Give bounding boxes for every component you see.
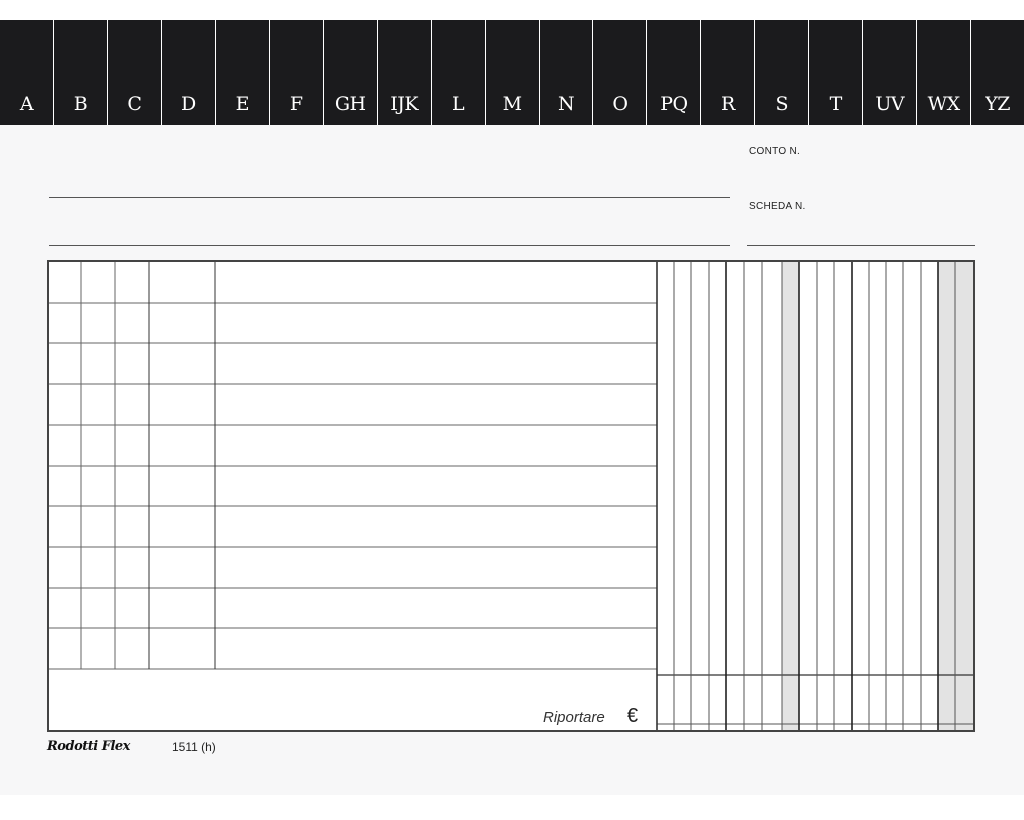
tab-label: M [502, 93, 522, 115]
tab-label: F [289, 93, 303, 115]
shaded-column [782, 262, 799, 730]
tab-label: IJK [390, 93, 419, 115]
tab-label: O [612, 93, 628, 115]
shaded-column [955, 262, 973, 730]
form-code: 1511 (h) [172, 740, 216, 754]
tab-a[interactable] [0, 20, 53, 125]
tab-r[interactable] [700, 20, 754, 125]
tab-s[interactable] [754, 20, 808, 125]
tab-t[interactable] [808, 20, 862, 125]
riportare-label: Riportare [543, 709, 605, 726]
tab-label: N [557, 93, 575, 115]
euro-symbol: € [627, 705, 639, 727]
shaded-column [938, 262, 955, 730]
tab-label: D [180, 93, 196, 115]
tab-pq[interactable] [646, 20, 700, 125]
tab-e[interactable] [215, 20, 269, 125]
tab-label: YZ [985, 93, 1010, 115]
tab-label: L [452, 93, 465, 115]
tab-label: S [775, 93, 789, 115]
scheda-line [747, 245, 975, 246]
tab-c[interactable] [107, 20, 161, 125]
tab-d[interactable] [161, 20, 215, 125]
tab-label: R [720, 93, 735, 115]
tab-label: GH [334, 93, 366, 115]
tab-label: UV [875, 93, 905, 115]
tab-wx[interactable] [916, 20, 970, 125]
tab-label: WX [927, 93, 960, 115]
ledger-grid [47, 260, 975, 732]
tab-uv[interactable] [862, 20, 916, 125]
tab-label: T [829, 93, 842, 115]
ledger-grid-lines [49, 262, 973, 730]
tab-gh[interactable] [323, 20, 377, 125]
tab-label: E [235, 93, 249, 115]
tab-f[interactable] [269, 20, 323, 125]
tab-b[interactable] [53, 20, 107, 125]
tab-n[interactable] [539, 20, 593, 125]
name-line-2 [49, 245, 730, 246]
conto-label: CONTO N. [749, 146, 801, 157]
tab-label: C [127, 93, 142, 115]
scheda-label: SCHEDA N. [749, 201, 806, 212]
tab-ijk[interactable] [377, 20, 431, 125]
name-line-1 [49, 197, 730, 198]
brand-logo: Rodotti Flex [47, 739, 130, 754]
alphabet-index-tabs [0, 20, 1024, 125]
tab-yz[interactable] [970, 20, 1024, 125]
tab-o[interactable] [592, 20, 646, 125]
tab-m[interactable] [485, 20, 539, 125]
tab-label: A [19, 93, 34, 115]
tab-label: PQ [660, 93, 688, 115]
tab-label: B [73, 93, 88, 115]
tab-l[interactable] [431, 20, 485, 125]
